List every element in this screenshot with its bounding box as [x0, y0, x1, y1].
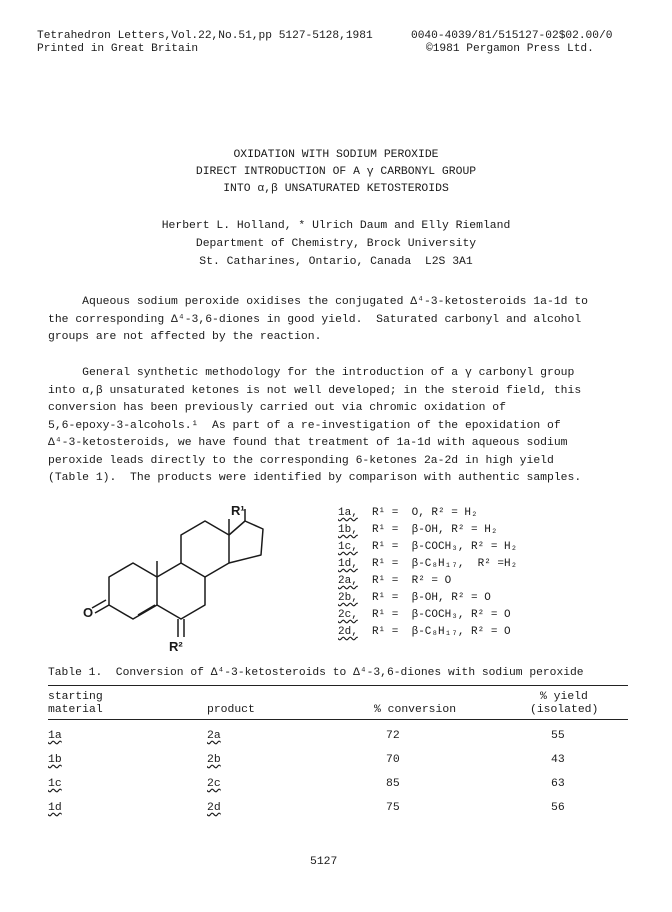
title-line-2: DIRECT INTRODUCTION OF A γ CARBONYL GROUP [195, 166, 477, 178]
cell-start: 1a [48, 730, 62, 742]
abstract-line: groups are not affected by the reaction. [48, 331, 322, 343]
cell-conversion: 85 [386, 778, 400, 790]
compound-definition: R¹ = O, R² = H₂ [372, 507, 478, 519]
copyright: ©1981 Pergamon Press Ltd. [426, 43, 594, 55]
title-line-3: INTO α,β UNSATURATED KETOSTEROIDS [223, 183, 449, 195]
compound-definition: R¹ = β-C₈H₁₇, R² = O [372, 626, 511, 638]
compound-definition: R¹ = R² = O [372, 575, 452, 587]
ring-b [157, 563, 205, 619]
table-header-rule [48, 719, 628, 720]
abstract-line: Aqueous sodium peroxide oxidises the conjugated Δ⁴-3-ketosteroids 1a-1d to [48, 296, 589, 308]
compound-id: 2d, [338, 626, 358, 638]
ring-c [181, 521, 229, 577]
body-line: General synthetic methodology for the introduction of a γ carbonyl group [48, 367, 575, 379]
author-address: St. Catharines, Ontario, Canada L2S 3A1 [199, 256, 473, 268]
cell-conversion: 70 [386, 754, 400, 766]
header-conversion: % conversion [374, 704, 457, 716]
journal-citation: Tetrahedron Letters,Vol.22,No.51,pp 5127-5128,1981 [37, 30, 373, 42]
author-department: Department of Chemistry, Brock University [195, 238, 477, 250]
compound-definition: R¹ = β-OH, R² = O [372, 592, 491, 604]
ring-a [109, 563, 157, 619]
oxygen-label: O [83, 605, 94, 620]
author-names: Herbert L. Holland, * Ulrich Daum and Elly Riemland [161, 220, 511, 232]
cell-start: 1d [48, 802, 62, 814]
cell-yield: 56 [551, 802, 565, 814]
body-line: (Table 1). The products were identified by comparison with authentic samples. [48, 472, 582, 484]
body-line: conversion has been previously carried out via chromic oxidation of [48, 402, 506, 414]
ring-d [229, 521, 263, 563]
body-line: 5,6-epoxy-3-alcohols.¹ As part of a re-investigation of the epoxidation of [48, 419, 561, 432]
compound-id: 1a, [338, 507, 358, 519]
compound-definition: R¹ = β-C₈H₁₇, R² =H₂ [372, 558, 518, 570]
cell-product: 2b [207, 754, 221, 766]
header-material: material [48, 704, 103, 716]
table-caption: Table 1. Conversion of Δ⁴-3-ketosteroids to Δ⁴-3,6-diones with sodium peroxide [48, 667, 584, 679]
header-yield: % yield [540, 691, 588, 703]
printed-in: Printed in Great Britain [37, 43, 199, 55]
compound-id: 2a, [338, 575, 358, 587]
header-starting: starting [48, 691, 103, 703]
compound-definition: R¹ = β-COCH₃, R² = O [372, 609, 511, 621]
issn-code: 0040-4039/81/515127-02$02.00/0 [411, 30, 613, 42]
cell-yield: 55 [551, 730, 565, 742]
compound-id: 1b, [338, 524, 358, 536]
header-product: product [207, 704, 255, 716]
compound-id: 1d, [338, 558, 358, 570]
body-line: into α,β unsaturated ketones is not well developed; in the steroid field, this [48, 384, 582, 397]
cell-start: 1c [48, 778, 62, 790]
abstract [48, 294, 628, 347]
compound-definition: R¹ = β-OH, R² = H₂ [372, 524, 498, 536]
title-line-1: OXIDATION WITH SODIUM PEROXIDE [233, 149, 439, 161]
steroid-structure [85, 505, 295, 655]
compound-definition: R¹ = β-COCH₃, R² = H₂ [372, 541, 518, 553]
compound-id: 2c, [338, 609, 358, 621]
cell-start: 1b [48, 754, 62, 766]
page-number: 5127 [310, 856, 338, 868]
cell-product: 2a [207, 730, 221, 742]
body-paragraph [48, 365, 628, 488]
body-line: peroxide leads directly to the corresponding 6-ketones 2a-2d in high yield [48, 454, 554, 467]
table-top-rule [48, 685, 628, 686]
body-line: Δ⁴-3-ketosteroids, we have found that treatment of 1a-1d with aqueous sodium [48, 437, 568, 449]
cell-yield: 43 [551, 754, 565, 766]
cell-product: 2d [207, 802, 221, 814]
cell-conversion: 72 [386, 730, 400, 742]
compound-id: 1c, [338, 541, 358, 553]
cell-yield: 63 [551, 778, 565, 790]
header-isolated: (isolated) [530, 704, 599, 716]
cell-product: 2c [207, 778, 221, 790]
abstract-line: the corresponding Δ⁴-3,6-diones in good yield. Saturated carbonyl and alcohol [48, 313, 582, 326]
compound-id: 2b, [338, 592, 358, 604]
r2-label: R² [169, 639, 183, 654]
r1-label: R¹ [231, 503, 245, 518]
cell-conversion: 75 [386, 802, 400, 814]
